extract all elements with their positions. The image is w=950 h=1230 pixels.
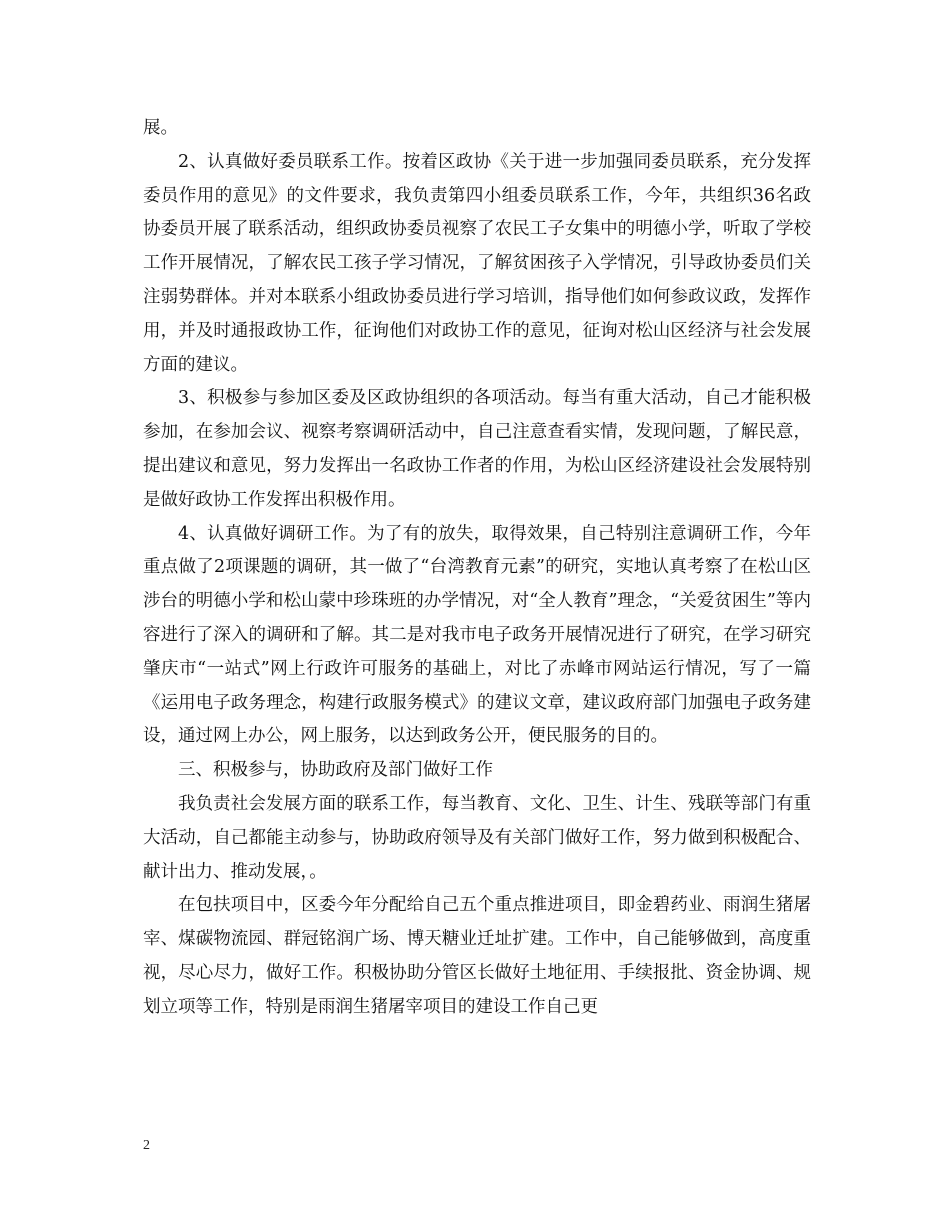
paragraph-activities: 3、积极参与参加区委及区政协组织的各项活动。每当有重大活动，自己才能积极参加，在参加会议、视察考察调研活动中，自己注意查看实情，发现问题，了解民意，提出建议和意见，努力发挥出一名政协工作者的作用，为松山区经济建设社会发展特别是做好政协工作发挥出积极作用。 xyxy=(143,388,811,510)
section-heading-three: 三、积极参与，协助政府及部门做好工作 xyxy=(178,760,493,781)
paragraph-social-development: 我负责社会发展方面的联系工作，每当教育、文化、卫生、计生、残联等部门有重大活动，自己都能主动参与，协助政府领导及有关部门做好工作，努力做到积极配合、献计出力、推动发展，。 xyxy=(143,793,811,882)
paragraph-committee-liaison: 2、认真做好委员联系工作。按着区政协《关于进一步加强同委员联系，充分发挥委员作用的意见》的文件要求，我负责第四小组委员联系工作，今年，共组织36名政协委员开展了联系活动，组织政协委员视察了农民工子女集中的明德小学，听取了学校工作开展情况，了解农民工孩子学习情况，了解贫困孩子入学情况，引导政协委员们关注弱势群体。并对本联系小组政协委员进行学习培训，指导他们如何参政议政，发挥作用，并及时通报政协工作，征询他们对政协工作的意见，征询对松山区经济与社会发展方面的建议。 xyxy=(143,151,811,375)
page-number: 2 xyxy=(143,1138,150,1153)
document-body xyxy=(143,112,811,1025)
paragraph-projects: 在包扶项目中，区委今年分配给自己五个重点推进项目，即金碧药业、雨润生猪屠宰、煤碳物流园、群冠铭润广场、博天糖业迁址扩建。工作中，自己能够做到，高度重视，尽心尽力，做好工作。积极协助分管区长做好土地征用、手续报批、资金协调、规划立项等工作，特别是雨润生猪屠宰项目的建设工作自己更 xyxy=(143,895,811,1017)
paragraph-continuation: 展。 xyxy=(143,118,178,138)
paragraph-research: 4、认真做好调研工作。为了有的放失，取得效果，自己特别注意调研工作，今年重点做了2项课题的调研，其一做了“台湾教育元素”的研究，实地认真考察了在松山区涉台的明德小学和松山蒙中珍珠班的办学情况，对“全人教育”理念，“关爱贫困生”等内容进行了深入的调研和了解。其二是对我市电子政务开展情况进行了研究，在学习研究肇庆市“一站式”网上行政许可服务的基础上，对比了赤峰市网站运行情况，写了一篇《运用电子政务理念，构建行政服务模式》的建议文章，建议政府部门加强电子政务建设，通过网上办公，网上服务，以达到政务公开，便民服务的目的。 xyxy=(143,523,811,747)
